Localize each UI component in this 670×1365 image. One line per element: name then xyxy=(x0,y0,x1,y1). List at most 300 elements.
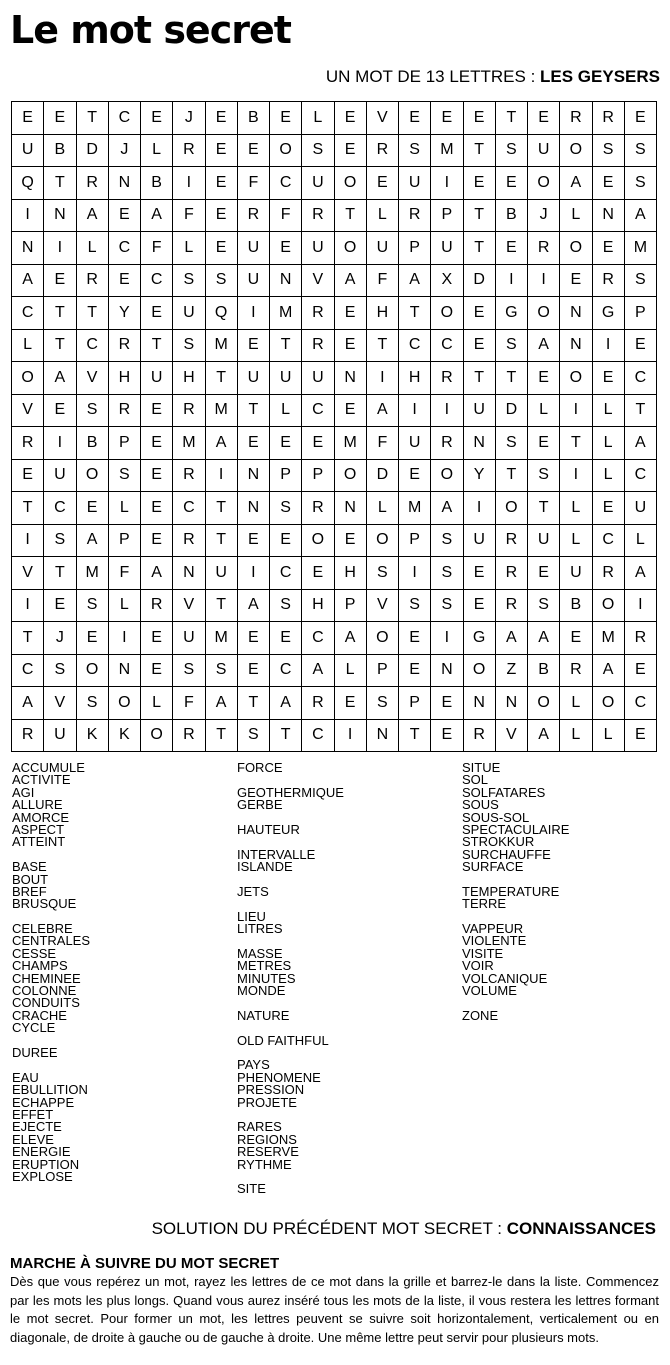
grid-cell: E xyxy=(141,102,173,135)
grid-cell: A xyxy=(76,524,108,557)
grid-row xyxy=(12,524,657,557)
word-list-column-2 xyxy=(237,762,344,1196)
grid-cell: R xyxy=(463,719,495,752)
grid-cell: S xyxy=(431,589,463,622)
grid-cell: O xyxy=(334,232,366,265)
grid-cell: L xyxy=(560,687,592,720)
grid-cell: S xyxy=(76,394,108,427)
grid-cell: O xyxy=(592,589,624,622)
word-list-item: HAUTEUR xyxy=(237,821,300,837)
grid-cell: S xyxy=(592,134,624,167)
grid-cell: R xyxy=(76,264,108,297)
grid-cell: T xyxy=(237,394,269,427)
grid-row xyxy=(12,589,657,622)
word-list-item: SOL xyxy=(462,772,489,788)
grid-cell: F xyxy=(173,687,205,720)
grid-cell: E xyxy=(205,199,237,232)
grid-cell: E xyxy=(592,167,624,200)
word-list-item: ACCUMULE xyxy=(12,760,85,775)
grid-cell: E xyxy=(44,589,76,622)
grid-cell: O xyxy=(528,167,560,200)
grid-cell: E xyxy=(334,524,366,557)
grid-cell: E xyxy=(141,427,173,460)
grid-cell: E xyxy=(205,134,237,167)
grid-cell: P xyxy=(399,232,431,265)
grid-cell: R xyxy=(173,719,205,752)
grid-cell: D xyxy=(366,459,398,492)
grid-cell: R xyxy=(495,524,527,557)
grid-cell: R xyxy=(173,524,205,557)
grid-cell: C xyxy=(44,492,76,525)
grid-cell: D xyxy=(463,264,495,297)
grid-cell: U xyxy=(528,524,560,557)
grid-cell: Q xyxy=(12,167,44,200)
grid-row xyxy=(12,264,657,297)
grid-cell: L xyxy=(108,492,140,525)
word-list-item: NATURE xyxy=(237,1007,290,1023)
grid-cell: E xyxy=(560,264,592,297)
grid-cell: R xyxy=(366,134,398,167)
grid-cell: I xyxy=(12,199,44,232)
word-list-item: BASE xyxy=(12,859,47,875)
grid-cell: S xyxy=(108,459,140,492)
grid-cell: C xyxy=(12,297,44,330)
grid-cell: E xyxy=(237,622,269,655)
grid-cell: T xyxy=(463,199,495,232)
grid-cell: O xyxy=(431,459,463,492)
subtitle-prefix: UN MOT DE 13 LETTRES : xyxy=(325,67,541,86)
grid-cell: T xyxy=(528,492,560,525)
word-list-item: SOUS-SOL xyxy=(462,809,530,825)
word-list-item: PROJETE xyxy=(237,1094,297,1110)
grid-cell: M xyxy=(205,329,237,362)
grid-cell: L xyxy=(12,329,44,362)
grid-cell: E xyxy=(270,427,302,460)
grid-cell: C xyxy=(624,459,656,492)
grid-row xyxy=(12,492,657,525)
grid-cell: A xyxy=(560,167,592,200)
grid-cell: V xyxy=(173,589,205,622)
grid-cell: A xyxy=(141,199,173,232)
grid-cell: A xyxy=(76,199,108,232)
grid-cell: B xyxy=(560,589,592,622)
grid-cell: I xyxy=(495,264,527,297)
grid-cell: E xyxy=(399,622,431,655)
grid-cell: E xyxy=(463,329,495,362)
word-list-item: CONDUITS xyxy=(12,995,80,1011)
grid-cell: S xyxy=(173,329,205,362)
word-list-item: BRUSQUE xyxy=(12,896,77,912)
grid-cell: T xyxy=(624,394,656,427)
grid-cell: U xyxy=(302,362,334,395)
grid-cell: T xyxy=(270,719,302,752)
grid-cell: R xyxy=(108,329,140,362)
grid-cell: J xyxy=(173,102,205,135)
grid-cell: L xyxy=(592,427,624,460)
grid-cell: C xyxy=(108,232,140,265)
grid-cell: P xyxy=(108,524,140,557)
word-list-item: CHEMINEE xyxy=(12,970,81,986)
word-list-item: ZONE xyxy=(462,1007,499,1023)
grid-cell: E xyxy=(495,167,527,200)
grid-cell: E xyxy=(205,167,237,200)
grid-cell: C xyxy=(624,687,656,720)
grid-cell: N xyxy=(108,654,140,687)
grid-cell: S xyxy=(44,654,76,687)
grid-row xyxy=(12,167,657,200)
grid-cell: R xyxy=(173,459,205,492)
grid-cell: E xyxy=(431,102,463,135)
grid-cell: E xyxy=(205,102,237,135)
word-list-item: SITE xyxy=(237,1181,266,1197)
grid-cell: A xyxy=(12,264,44,297)
word-list-item: RARES xyxy=(237,1119,282,1135)
grid-cell: R xyxy=(528,232,560,265)
grid-row xyxy=(12,394,657,427)
grid-cell: I xyxy=(463,492,495,525)
grid-cell: O xyxy=(528,687,560,720)
grid-cell: E xyxy=(528,427,560,460)
grid-cell: I xyxy=(237,297,269,330)
grid-cell: S xyxy=(431,524,463,557)
grid-cell: T xyxy=(334,199,366,232)
word-list-item: GEOTHERMIQUE xyxy=(237,784,344,800)
grid-cell: N xyxy=(366,719,398,752)
grid-cell: T xyxy=(205,362,237,395)
grid-cell: M xyxy=(173,427,205,460)
grid-cell: E xyxy=(141,459,173,492)
word-list-item: EJECTE xyxy=(12,1119,62,1135)
grid-cell: L xyxy=(592,394,624,427)
grid-cell: E xyxy=(431,719,463,752)
grid-cell: M xyxy=(624,232,656,265)
grid-cell: E xyxy=(302,427,334,460)
word-list-item: METRES xyxy=(237,958,292,974)
grid-cell: I xyxy=(624,589,656,622)
grid-cell: E xyxy=(108,199,140,232)
letter-grid xyxy=(11,101,657,752)
grid-cell: J xyxy=(44,622,76,655)
word-list-item: STROKKUR xyxy=(462,834,535,850)
grid-cell: E xyxy=(528,362,560,395)
grid-cell: T xyxy=(141,329,173,362)
grid-cell: I xyxy=(205,459,237,492)
grid-cell: U xyxy=(463,394,495,427)
grid-cell: N xyxy=(108,167,140,200)
grid-cell: D xyxy=(76,134,108,167)
grid-cell: E xyxy=(12,459,44,492)
grid-cell: A xyxy=(44,362,76,395)
word-list-item: CHAMPS xyxy=(12,958,68,974)
word-list-item: PRESSION xyxy=(237,1082,305,1098)
grid-cell: O xyxy=(528,297,560,330)
grid-cell: L xyxy=(141,134,173,167)
word-list-item: ENERGIE xyxy=(12,1144,71,1160)
word-list-item: FORCE xyxy=(237,760,283,775)
word-list-item: CYCLE xyxy=(12,1020,56,1036)
grid-cell: E xyxy=(463,557,495,590)
grid-cell: A xyxy=(237,589,269,622)
grid-cell: S xyxy=(302,134,334,167)
grid-cell: E xyxy=(560,622,592,655)
grid-cell: V xyxy=(44,687,76,720)
grid-cell: C xyxy=(399,329,431,362)
word-list-item: MASSE xyxy=(237,945,283,961)
grid-cell: O xyxy=(302,524,334,557)
grid-cell: T xyxy=(12,492,44,525)
grid-cell: A xyxy=(205,687,237,720)
grid-row xyxy=(12,427,657,460)
grid-cell: T xyxy=(495,102,527,135)
grid-cell: N xyxy=(237,459,269,492)
grid-cell: E xyxy=(44,394,76,427)
word-list-item: SURCHAUFFE xyxy=(462,846,551,862)
grid-cell: L xyxy=(141,687,173,720)
grid-cell: V xyxy=(366,102,398,135)
grid-cell: E xyxy=(237,524,269,557)
grid-cell: R xyxy=(173,134,205,167)
word-list-item: VOIR xyxy=(462,958,494,974)
grid-cell: U xyxy=(528,134,560,167)
grid-cell: R xyxy=(12,427,44,460)
grid-cell: L xyxy=(108,589,140,622)
grid-cell: T xyxy=(76,102,108,135)
grid-cell: V xyxy=(366,589,398,622)
grid-cell: F xyxy=(173,199,205,232)
grid-cell: E xyxy=(141,524,173,557)
grid-cell: R xyxy=(624,622,656,655)
word-list-item: ELEVE xyxy=(12,1131,54,1147)
word-list-item: CRACHE xyxy=(12,1007,67,1023)
grid-cell: L xyxy=(560,492,592,525)
word-list-item: ALLURE xyxy=(12,797,63,813)
grid-cell: T xyxy=(399,297,431,330)
grid-cell: S xyxy=(495,134,527,167)
grid-cell: N xyxy=(237,492,269,525)
grid-cell: S xyxy=(76,687,108,720)
word-list-item: INTERVALLE xyxy=(237,846,316,862)
grid-cell: E xyxy=(270,232,302,265)
grid-cell: S xyxy=(399,134,431,167)
grid-cell: A xyxy=(334,622,366,655)
word-list-item: BREF xyxy=(12,883,47,899)
grid-cell: S xyxy=(270,589,302,622)
word-list-item: OLD FAITHFUL xyxy=(237,1032,329,1048)
word-list-item: DUREE xyxy=(12,1044,58,1060)
grid-cell: K xyxy=(76,719,108,752)
grid-cell: I xyxy=(431,394,463,427)
grid-cell: I xyxy=(44,232,76,265)
grid-cell: S xyxy=(624,167,656,200)
word-list-item: ACTIVITE xyxy=(12,772,71,788)
grid-cell: R xyxy=(431,362,463,395)
grid-cell: T xyxy=(12,622,44,655)
grid-cell: F xyxy=(237,167,269,200)
word-list-item: VAPPEUR xyxy=(462,921,524,937)
grid-cell: E xyxy=(141,394,173,427)
instructions-text: Dès que vous repérez un mot, rayez les lettres de ce mot dans la grille et barrez-le dans la liste. Commencez par les mots les plus longs. Quand vous aurez inséré tous les mots de la liste, il vous restera les lettres formant le mot secret. Pour former un mot, les lettres peuvent se suivre soit horizontalement, verticalement ou en diagonale, de droite à gauche ou de gauche à droite. Une même lettre peut servir pour plusieurs mots. xyxy=(10,1274,659,1345)
grid-cell: E xyxy=(237,427,269,460)
grid-cell: E xyxy=(528,557,560,590)
grid-cell: R xyxy=(302,199,334,232)
grid-cell: T xyxy=(44,557,76,590)
grid-cell: U xyxy=(44,719,76,752)
grid-cell: T xyxy=(463,232,495,265)
grid-cell: E xyxy=(334,687,366,720)
grid-cell: M xyxy=(76,557,108,590)
grid-cell: E xyxy=(108,264,140,297)
grid-cell: N xyxy=(431,654,463,687)
word-list-item: TERRE xyxy=(462,896,507,912)
grid-cell: S xyxy=(173,654,205,687)
grid-cell: O xyxy=(12,362,44,395)
grid-cell: F xyxy=(108,557,140,590)
grid-cell: E xyxy=(399,654,431,687)
grid-cell: O xyxy=(366,622,398,655)
grid-cell: V xyxy=(76,362,108,395)
grid-cell: R xyxy=(302,687,334,720)
grid-cell: I xyxy=(528,264,560,297)
grid-cell: E xyxy=(624,329,656,362)
grid-cell: S xyxy=(270,492,302,525)
grid-cell: T xyxy=(463,362,495,395)
grid-cell: E xyxy=(495,232,527,265)
grid-cell: A xyxy=(141,557,173,590)
grid-cell: E xyxy=(399,459,431,492)
grid-cell: U xyxy=(173,297,205,330)
grid-cell: E xyxy=(366,167,398,200)
word-list-item: SOUS xyxy=(462,797,499,813)
grid-cell: E xyxy=(76,492,108,525)
grid-cell: F xyxy=(366,264,398,297)
grid-cell: N xyxy=(12,232,44,265)
grid-cell: L xyxy=(592,719,624,752)
grid-cell: U xyxy=(173,622,205,655)
word-list-item: PHENOMENE xyxy=(237,1069,321,1085)
grid-cell: G xyxy=(592,297,624,330)
grid-cell: P xyxy=(302,459,334,492)
grid-cell: E xyxy=(463,589,495,622)
grid-row xyxy=(12,459,657,492)
grid-cell: H xyxy=(108,362,140,395)
grid-cell: I xyxy=(237,557,269,590)
grid-cell: O xyxy=(334,167,366,200)
grid-cell: V xyxy=(12,557,44,590)
grid-cell: N xyxy=(560,297,592,330)
grid-cell: A xyxy=(528,719,560,752)
grid-cell: H xyxy=(173,362,205,395)
grid-cell: I xyxy=(12,524,44,557)
grid-cell: N xyxy=(463,687,495,720)
grid-cell: O xyxy=(334,459,366,492)
grid-cell: P xyxy=(334,589,366,622)
grid-cell: L xyxy=(528,394,560,427)
grid-cell: I xyxy=(334,719,366,752)
grid-cell: A xyxy=(528,622,560,655)
grid-cell: I xyxy=(560,459,592,492)
grid-cell: L xyxy=(560,199,592,232)
previous-solution xyxy=(152,1218,656,1240)
grid-cell: E xyxy=(205,232,237,265)
grid-cell: E xyxy=(141,297,173,330)
grid-cell: P xyxy=(270,459,302,492)
grid-cell: E xyxy=(463,297,495,330)
grid-cell: E xyxy=(399,102,431,135)
grid-cell: I xyxy=(399,557,431,590)
grid-cell: U xyxy=(399,167,431,200)
grid-cell: I xyxy=(431,622,463,655)
grid-cell: M xyxy=(270,297,302,330)
grid-cell: R xyxy=(302,329,334,362)
grid-cell: R xyxy=(302,297,334,330)
grid-row xyxy=(12,199,657,232)
grid-cell: E xyxy=(463,102,495,135)
grid-cell: R xyxy=(173,394,205,427)
grid-cell: L xyxy=(366,492,398,525)
grid-cell: N xyxy=(560,329,592,362)
grid-cell: U xyxy=(560,557,592,590)
grid-cell: P xyxy=(399,687,431,720)
grid-cell: C xyxy=(173,492,205,525)
grid-row xyxy=(12,329,657,362)
grid-cell: R xyxy=(237,199,269,232)
grid-cell: T xyxy=(237,687,269,720)
grid-cell: S xyxy=(366,687,398,720)
grid-cell: L xyxy=(560,719,592,752)
grid-cell: S xyxy=(495,329,527,362)
grid-cell: C xyxy=(302,622,334,655)
grid-cell: E xyxy=(592,232,624,265)
grid-cell: E xyxy=(76,622,108,655)
word-list-item: PAYS xyxy=(237,1057,270,1073)
grid-cell: A xyxy=(302,654,334,687)
grid-cell: B xyxy=(237,102,269,135)
word-list-item: AMORCE xyxy=(12,809,70,825)
grid-cell: N xyxy=(44,199,76,232)
grid-cell: E xyxy=(12,102,44,135)
grid-cell: T xyxy=(44,167,76,200)
grid-cell: R xyxy=(141,589,173,622)
solution-prefix: SOLUTION DU PRÉCÉDENT MOT SECRET : xyxy=(151,1219,507,1238)
grid-cell: T xyxy=(205,524,237,557)
grid-cell: A xyxy=(592,654,624,687)
grid-cell: E xyxy=(302,557,334,590)
grid-cell: L xyxy=(592,459,624,492)
grid-cell: A xyxy=(495,622,527,655)
grid-cell: V xyxy=(12,394,44,427)
grid-cell: F xyxy=(270,199,302,232)
grid-cell: A xyxy=(366,394,398,427)
word-list-item: ASPECT xyxy=(12,821,65,837)
word-list-item: ISLANDE xyxy=(237,859,293,875)
grid-cell: L xyxy=(366,199,398,232)
grid-cell: S xyxy=(173,264,205,297)
grid-cell: N xyxy=(270,264,302,297)
grid-cell: N xyxy=(173,557,205,590)
grid-cell: U xyxy=(12,134,44,167)
grid-cell: C xyxy=(624,362,656,395)
grid-cell: O xyxy=(141,719,173,752)
grid-cell: V xyxy=(302,264,334,297)
grid-cell: I xyxy=(44,427,76,460)
grid-cell: U xyxy=(302,167,334,200)
grid-cell: F xyxy=(366,427,398,460)
grid-cell: E xyxy=(270,622,302,655)
grid-cell: H xyxy=(302,589,334,622)
grid-cell: T xyxy=(495,459,527,492)
word-list-item: CENTRALES xyxy=(12,933,91,949)
grid-cell: E xyxy=(592,362,624,395)
